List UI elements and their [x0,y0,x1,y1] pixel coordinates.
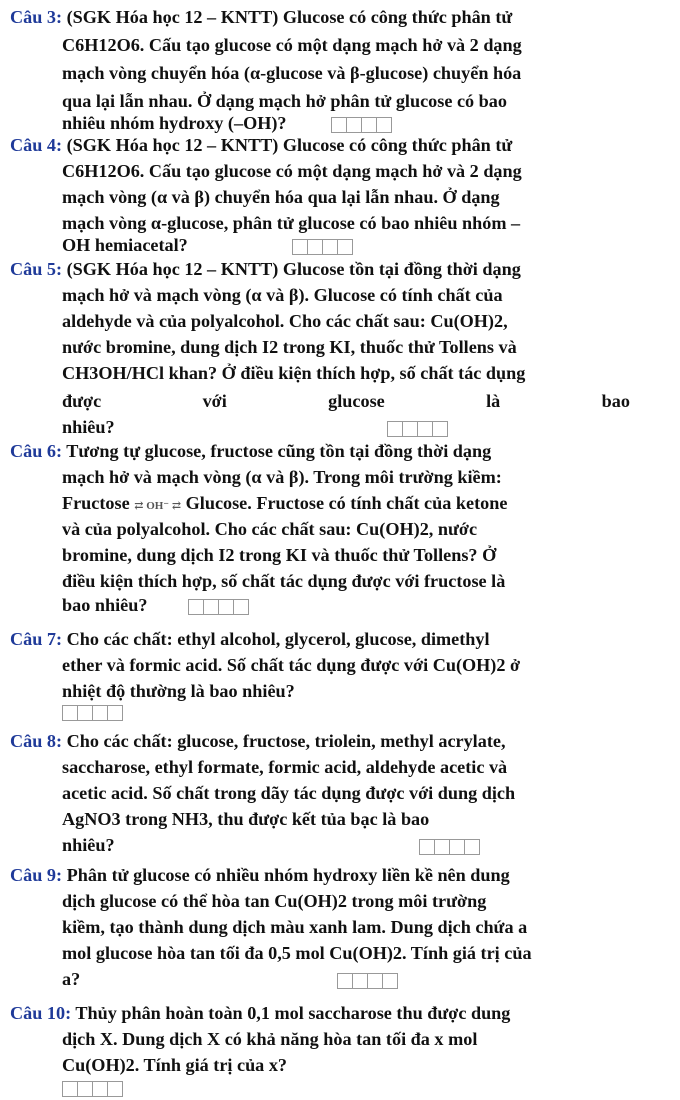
question-4-line-3: mạch vòng (α và β) chuyển hóa qua lại lẫn nhau. Ở dạng [62,187,500,207]
question-5-line-7: nhiêu? [62,414,630,440]
question-10-line-3: Cu(OH)2. Tính giá trị của x? [62,1055,288,1075]
question-7-answer [62,698,630,724]
question-4-line-4: mạch vòng α-glucose, phân tử glucose có bao nhiêu nhóm – [62,213,521,233]
question-8-line-5: nhiêu? [62,832,630,858]
question-7-line-2: ether và formic acid. Số chất tác dụng được với Cu(OH)2 ở [62,655,521,675]
question-8-line-3: acetic acid. Số chất trong dãy tác dụng được với dung dịch [62,783,516,803]
answer-boxes[interactable] [188,599,249,615]
answer-boxes[interactable] [387,421,448,437]
question-6-line-1: Câu 6: Tương tự glucose, fructose cũng tồn tại đồng thời dạng [10,441,492,461]
question-9-label: Câu 9: [10,865,63,885]
answer-boxes[interactable] [337,973,398,989]
question-6-line-4: và của polyalcohol. Cho các chất sau: Cu(OH)2, nước [62,519,478,539]
question-8-line-1: Câu 8: Cho các chất: glucose, fructose, triolein, methyl acrylate, [10,731,506,751]
question-4-line-1: Câu 4: (SGK Hóa học 12 – KNTT) Glucose có công thức phân tử [10,135,513,155]
question-6-line-7: bao nhiêu? [62,592,630,618]
question-5-label: Câu 5: [10,259,63,279]
question-3-line-2: C6H12O6. Cấu tạo glucose có một dạng mạch hở và 2 dạng [62,35,522,55]
question-6-line-3: Fructose ⇄ OH⁻ ⇄ Glucose. Fructose có tính chất của ketone [62,493,508,513]
question-8-line-4: AgNO3 trong NH3, thu được kết tủa bạc là bao [62,809,430,829]
question-3-line-3: mạch vòng chuyển hóa (α-glucose và β-glucose) chuyển hóa [62,63,522,83]
question-6-label: Câu 6: [10,441,63,461]
question-6-line-2: mạch hở và mạch vòng (α và β). Trong môi trường kiềm: [62,467,502,487]
question-5-line-3: aldehyde và của polyalcohol. Cho các chất sau: Cu(OH)2, [62,311,508,331]
answer-boxes[interactable] [62,1081,123,1097]
answer-boxes[interactable] [292,239,353,255]
question-10-answer [62,1074,630,1100]
question-3-line-1: Câu 3: (SGK Hóa học 12 – KNTT) Glucose có công thức phân tử [10,7,513,27]
answer-boxes[interactable] [62,705,123,721]
question-3-line-4: qua lại lẫn nhau. Ở dạng mạch hở phân tử glucose có bao [62,91,507,111]
question-5-line-5: CH3OH/HCl khan? Ở điều kiện thích hợp, số chất tác dụng [62,363,526,383]
question-4-line-5: OH hemiacetal? [62,232,630,258]
question-8-line-2: saccharose, ethyl formate, formic acid, aldehyde acetic và [62,757,508,777]
question-7-line-1: Câu 7: Cho các chất: ethyl alcohol, glycerol, glucose, dimethyl [10,629,490,649]
question-10-line-1: Câu 10: Thủy phân hoàn toàn 0,1 mol saccharose thu được dung [10,1003,511,1023]
equilibrium-arrow-icon: ⇄ OH⁻ ⇄ [134,500,182,512]
question-9-line-3: kiềm, tạo thành dung dịch màu xanh lam. Dung dịch chứa a [62,917,528,937]
answer-boxes[interactable] [331,117,392,133]
question-4-line-2: C6H12O6. Cấu tạo glucose có một dạng mạch hở và 2 dạng [62,161,522,181]
question-9-line-5: a? [62,966,630,992]
question-5-line-1: Câu 5: (SGK Hóa học 12 – KNTT) Glucose tồn tại đồng thời dạng [10,259,521,279]
question-3-line-5: nhiêu nhóm hydroxy (–OH)? [62,110,630,136]
question-6-line-6: điều kiện thích hợp, số chất tác dụng được với fructose là [62,571,506,591]
question-9-line-4: mol glucose hòa tan tối đa 0,5 mol Cu(OH)2. Tính giá trị của [62,943,532,963]
question-10-line-2: dịch X. Dung dịch X có khả năng hòa tan tối đa x mol [62,1029,478,1049]
question-9-line-2: dịch glucose có thể hòa tan Cu(OH)2 trong môi trường [62,891,487,911]
question-9-line-1: Câu 9: Phân tử glucose có nhiều nhóm hydroxy liền kề nên dung [10,865,510,885]
question-4-label: Câu 4: [10,135,63,155]
answer-boxes[interactable] [419,839,480,855]
question-8-label: Câu 8: [10,731,63,751]
question-3-label: Câu 3: [10,7,63,27]
question-5-line-4: nước bromine, dung dịch I2 trong KI, thuốc thử Tollens và [62,337,517,357]
question-6-line-5: bromine, dung dịch I2 trong KI và thuốc thử Tollens? Ở [62,545,497,565]
question-7-label: Câu 7: [10,629,63,649]
question-5-line-6: được với glucose là bao [62,391,630,411]
question-5-line-2: mạch hở và mạch vòng (α và β). Glucose có tính chất của [62,285,503,305]
question-10-label: Câu 10: [10,1003,72,1023]
question-7-line-3: nhiệt độ thường là bao nhiêu? [62,681,295,701]
